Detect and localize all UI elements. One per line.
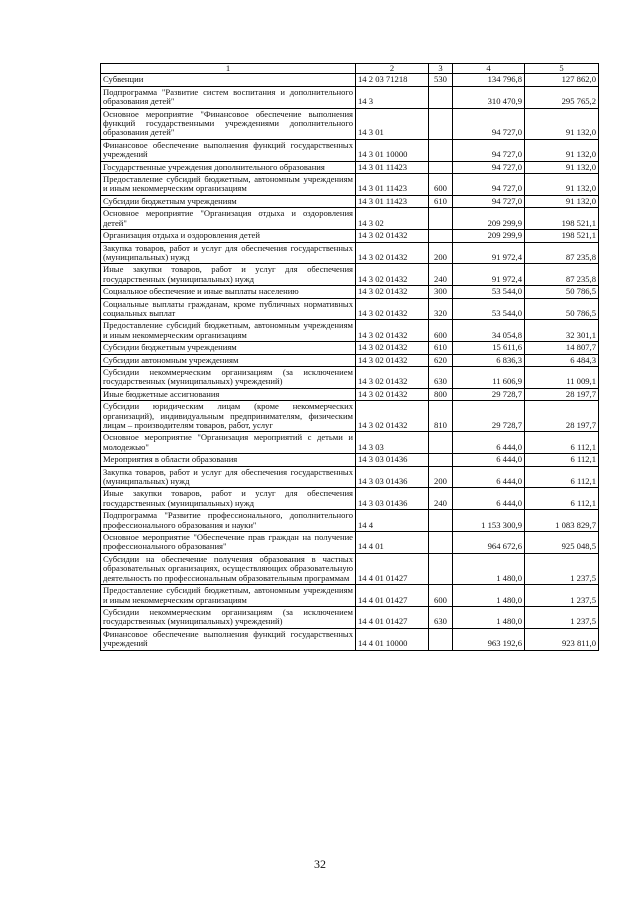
row-code-cell: 14 4 01 10000	[356, 628, 429, 650]
row-amount-2-cell: 6 112,1	[525, 432, 599, 454]
row-expense-type-cell	[429, 161, 453, 173]
row-name-cell: Субсидии юридическим лицам (кроме некоммерческих организаций), индивидуальным предпринимателям, физическим лицам – производителям товаров, работ, услуг	[101, 401, 356, 432]
row-code-cell: 14 3 01 11423	[356, 195, 429, 207]
row-amount-2-cell: 295 765,2	[525, 86, 599, 108]
row-name-cell: Субсидии бюджетным учреждениям	[101, 342, 356, 354]
row-name-cell: Финансовое обеспечение выполнения функций государственных учреждений	[101, 628, 356, 650]
row-amount-2-cell: 6 112,1	[525, 488, 599, 510]
row-amount-1-cell: 29 728,7	[453, 388, 525, 400]
row-code-cell: 14 3	[356, 86, 429, 108]
row-amount-2-cell: 11 009,1	[525, 366, 599, 388]
row-amount-2-cell: 87 235,8	[525, 264, 599, 286]
table-row	[101, 466, 599, 488]
table-row	[101, 242, 599, 264]
row-code-cell: 14 4 01 01427	[356, 606, 429, 628]
row-code-cell: 14 4 01 01427	[356, 553, 429, 584]
row-code-cell: 14 4	[356, 510, 429, 532]
row-amount-1-cell: 1 153 300,9	[453, 510, 525, 532]
row-amount-2-cell: 87 235,8	[525, 242, 599, 264]
row-expense-type-cell: 200	[429, 242, 453, 264]
row-code-cell: 14 4 01 01427	[356, 585, 429, 607]
row-expense-type-cell	[429, 230, 453, 242]
row-amount-2-cell: 91 132,0	[525, 108, 599, 139]
table-row	[101, 354, 599, 366]
table-row	[101, 298, 599, 320]
column-header: 5	[525, 64, 599, 74]
row-amount-1-cell: 1 480,0	[453, 585, 525, 607]
row-name-cell: Закупка товаров, работ и услуг для обеспечения государственных (муниципальных) нужд	[101, 242, 356, 264]
row-name-cell: Субсидии некоммерческим организациям (за исключением государственных (муниципальных) учреждений)	[101, 366, 356, 388]
table-row	[101, 628, 599, 650]
row-amount-1-cell: 34 054,8	[453, 320, 525, 342]
row-expense-type-cell: 600	[429, 320, 453, 342]
row-amount-2-cell: 6 112,1	[525, 466, 599, 488]
row-amount-1-cell: 209 299,9	[453, 208, 525, 230]
row-expense-type-cell: 530	[429, 74, 453, 86]
row-expense-type-cell: 200	[429, 466, 453, 488]
row-expense-type-cell	[429, 532, 453, 554]
row-name-cell: Организация отдыха и оздоровления детей	[101, 230, 356, 242]
table-row	[101, 86, 599, 108]
table-row	[101, 174, 599, 196]
row-name-cell: Основное мероприятие "Финансовое обеспечение выполнения функций государственными учреждениями дополнительного образования детей"	[101, 108, 356, 139]
row-code-cell: 14 3 02 01432	[356, 230, 429, 242]
row-expense-type-cell	[429, 86, 453, 108]
row-amount-2-cell: 1 237,5	[525, 606, 599, 628]
row-code-cell: 14 3 03 01436	[356, 454, 429, 466]
row-amount-1-cell: 134 796,8	[453, 74, 525, 86]
row-amount-2-cell: 1 237,5	[525, 553, 599, 584]
table-row	[101, 139, 599, 161]
row-name-cell: Субсидии на обеспечение получения образования в частных образовательных организациях, осуществляющих образовательную деятельность по профессиональным образовательным программам	[101, 553, 356, 584]
row-amount-2-cell: 925 048,5	[525, 532, 599, 554]
row-amount-1-cell: 1 480,0	[453, 606, 525, 628]
table-row	[101, 388, 599, 400]
row-name-cell: Субсидии бюджетным учреждениям	[101, 195, 356, 207]
row-amount-1-cell: 310 470,9	[453, 86, 525, 108]
row-amount-2-cell: 50 786,5	[525, 286, 599, 298]
row-expense-type-cell: 600	[429, 174, 453, 196]
row-name-cell: Финансовое обеспечение выполнения функций государственных учреждений	[101, 139, 356, 161]
table-row	[101, 208, 599, 230]
page-number: 32	[314, 857, 326, 871]
row-amount-1-cell: 94 727,0	[453, 195, 525, 207]
row-name-cell: Социальные выплаты гражданам, кроме публичных нормативных социальных выплат	[101, 298, 356, 320]
row-amount-1-cell: 963 192,6	[453, 628, 525, 650]
row-amount-2-cell: 14 807,7	[525, 342, 599, 354]
table-row	[101, 320, 599, 342]
table-row	[101, 366, 599, 388]
row-name-cell: Иные закупки товаров, работ и услуг для обеспечения государственных (муниципальных) нужд	[101, 264, 356, 286]
row-amount-1-cell: 964 672,6	[453, 532, 525, 554]
table-row	[101, 161, 599, 173]
row-code-cell: 14 3 01 11423	[356, 161, 429, 173]
row-code-cell: 14 3 02 01432	[356, 342, 429, 354]
row-amount-1-cell: 94 727,0	[453, 108, 525, 139]
row-amount-1-cell: 94 727,0	[453, 174, 525, 196]
row-amount-1-cell: 53 544,0	[453, 298, 525, 320]
row-name-cell: Основное мероприятие "Организация мероприятий с детьми и молодежью"	[101, 432, 356, 454]
column-header: 2	[356, 64, 429, 74]
row-amount-2-cell: 6 484,3	[525, 354, 599, 366]
table-row	[101, 108, 599, 139]
row-amount-2-cell: 32 301,1	[525, 320, 599, 342]
table-row	[101, 532, 599, 554]
row-expense-type-cell	[429, 432, 453, 454]
table-header-row	[101, 64, 599, 74]
column-header: 1	[101, 64, 356, 74]
row-expense-type-cell: 240	[429, 488, 453, 510]
row-code-cell: 14 2 03 71218	[356, 74, 429, 86]
row-name-cell: Предоставление субсидий бюджетным, автономным учреждениям и иным некоммерческим организациям	[101, 174, 356, 196]
row-amount-2-cell: 127 862,0	[525, 74, 599, 86]
row-name-cell: Субсидии автономным учреждениям	[101, 354, 356, 366]
row-amount-2-cell: 28 197,7	[525, 388, 599, 400]
budget-table	[100, 63, 599, 651]
row-name-cell: Подпрограмма "Развитие профессионального, дополнительного профессионального образования и науки"	[101, 510, 356, 532]
row-name-cell: Субсидии некоммерческим организациям (за исключением государственных (муниципальных) учреждений)	[101, 606, 356, 628]
row-amount-2-cell: 1 237,5	[525, 585, 599, 607]
row-amount-1-cell: 11 606,9	[453, 366, 525, 388]
row-code-cell: 14 3 02 01432	[356, 286, 429, 298]
row-amount-2-cell: 91 132,0	[525, 174, 599, 196]
row-name-cell: Субвенции	[101, 74, 356, 86]
row-amount-1-cell: 91 972,4	[453, 264, 525, 286]
row-name-cell: Подпрограмма "Развитие систем воспитания и дополнительного образования детей"	[101, 86, 356, 108]
row-expense-type-cell: 240	[429, 264, 453, 286]
row-amount-2-cell: 198 521,1	[525, 208, 599, 230]
table-row	[101, 230, 599, 242]
row-amount-1-cell: 1 480,0	[453, 553, 525, 584]
row-name-cell: Иные закупки товаров, работ и услуг для обеспечения государственных (муниципальных) нужд	[101, 488, 356, 510]
table-row	[101, 195, 599, 207]
row-name-cell: Иные бюджетные ассигнования	[101, 388, 356, 400]
row-code-cell: 14 3 03 01436	[356, 488, 429, 510]
row-amount-2-cell: 1 083 829,7	[525, 510, 599, 532]
row-expense-type-cell: 810	[429, 401, 453, 432]
row-code-cell: 14 3 02 01432	[356, 242, 429, 264]
row-code-cell: 14 3 02 01432	[356, 354, 429, 366]
row-amount-1-cell: 29 728,7	[453, 401, 525, 432]
table-row	[101, 74, 599, 86]
row-name-cell: Основное мероприятие "Обеспечение прав граждан на получение профессионального образования"	[101, 532, 356, 554]
row-expense-type-cell	[429, 454, 453, 466]
column-header: 4	[453, 64, 525, 74]
row-amount-1-cell: 91 972,4	[453, 242, 525, 264]
row-name-cell: Государственные учреждения дополнительного образования	[101, 161, 356, 173]
row-expense-type-cell: 610	[429, 342, 453, 354]
row-code-cell: 14 4 01	[356, 532, 429, 554]
row-expense-type-cell	[429, 628, 453, 650]
row-name-cell: Закупка товаров, работ и услуг для обеспечения государственных (муниципальных) нужд	[101, 466, 356, 488]
row-amount-2-cell: 28 197,7	[525, 401, 599, 432]
row-code-cell: 14 3 02 01432	[356, 388, 429, 400]
table-row	[101, 454, 599, 466]
row-amount-2-cell: 50 786,5	[525, 298, 599, 320]
row-name-cell: Социальное обеспечение и иные выплаты населению	[101, 286, 356, 298]
row-amount-1-cell: 53 544,0	[453, 286, 525, 298]
row-expense-type-cell: 610	[429, 195, 453, 207]
row-amount-1-cell: 6 444,0	[453, 488, 525, 510]
row-name-cell: Мероприятия в области образования	[101, 454, 356, 466]
table-row	[101, 510, 599, 532]
row-expense-type-cell: 630	[429, 366, 453, 388]
row-code-cell: 14 3 01 11423	[356, 174, 429, 196]
table-row	[101, 342, 599, 354]
table-row	[101, 606, 599, 628]
column-header: 3	[429, 64, 453, 74]
row-name-cell: Предоставление субсидий бюджетным, автономным учреждениям и иным некоммерческим организациям	[101, 320, 356, 342]
row-amount-1-cell: 209 299,9	[453, 230, 525, 242]
row-amount-1-cell: 15 611,6	[453, 342, 525, 354]
table-body	[101, 74, 599, 650]
row-amount-2-cell: 91 132,0	[525, 161, 599, 173]
row-expense-type-cell: 630	[429, 606, 453, 628]
row-expense-type-cell	[429, 108, 453, 139]
table-row	[101, 286, 599, 298]
row-code-cell: 14 3 02 01432	[356, 264, 429, 286]
row-expense-type-cell	[429, 510, 453, 532]
row-amount-2-cell: 6 112,1	[525, 454, 599, 466]
row-amount-1-cell: 6 444,0	[453, 454, 525, 466]
row-expense-type-cell: 300	[429, 286, 453, 298]
row-code-cell: 14 3 02 01432	[356, 298, 429, 320]
row-amount-1-cell: 94 727,0	[453, 161, 525, 173]
row-amount-1-cell: 6 444,0	[453, 432, 525, 454]
table-row	[101, 488, 599, 510]
row-expense-type-cell: 800	[429, 388, 453, 400]
row-expense-type-cell: 600	[429, 585, 453, 607]
table-row	[101, 585, 599, 607]
row-name-cell: Основное мероприятие "Организация отдыха и оздоровления детей"	[101, 208, 356, 230]
row-expense-type-cell: 620	[429, 354, 453, 366]
table-row	[101, 401, 599, 432]
row-amount-2-cell: 91 132,0	[525, 139, 599, 161]
row-code-cell: 14 3 02 01432	[356, 401, 429, 432]
row-expense-type-cell	[429, 208, 453, 230]
row-code-cell: 14 3 02 01432	[356, 320, 429, 342]
table-row	[101, 432, 599, 454]
row-amount-1-cell: 94 727,0	[453, 139, 525, 161]
row-expense-type-cell	[429, 553, 453, 584]
row-name-cell: Предоставление субсидий бюджетным, автономным учреждениям и иным некоммерческим организациям	[101, 585, 356, 607]
table-row	[101, 264, 599, 286]
row-expense-type-cell: 320	[429, 298, 453, 320]
row-amount-2-cell: 198 521,1	[525, 230, 599, 242]
row-amount-1-cell: 6 444,0	[453, 466, 525, 488]
table-row	[101, 553, 599, 584]
row-code-cell: 14 3 01	[356, 108, 429, 139]
row-amount-1-cell: 6 836,3	[453, 354, 525, 366]
row-expense-type-cell	[429, 139, 453, 161]
row-code-cell: 14 3 03 01436	[356, 466, 429, 488]
row-code-cell: 14 3 02	[356, 208, 429, 230]
row-amount-2-cell: 923 811,0	[525, 628, 599, 650]
row-code-cell: 14 3 03	[356, 432, 429, 454]
row-code-cell: 14 3 01 10000	[356, 139, 429, 161]
row-amount-2-cell: 91 132,0	[525, 195, 599, 207]
row-code-cell: 14 3 02 01432	[356, 366, 429, 388]
